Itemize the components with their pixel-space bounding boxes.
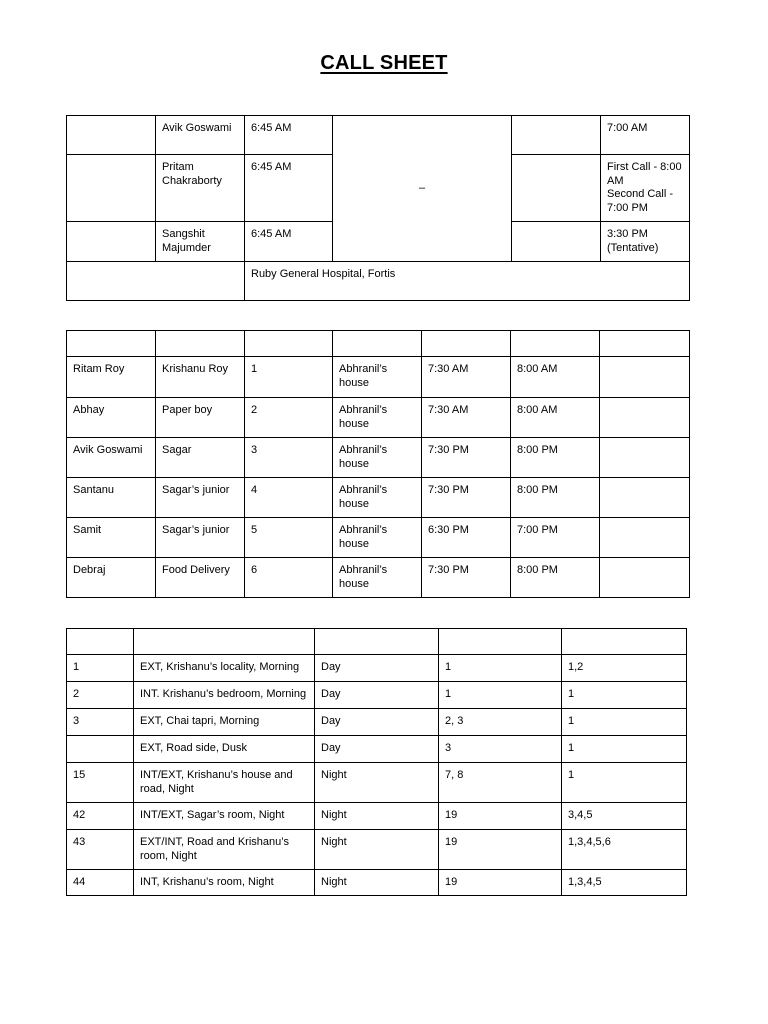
scene-cast: 1 [562,682,687,709]
table-cell [67,155,156,222]
scene-pages: 1 [439,655,562,682]
scene-number [67,736,134,763]
cast-number: 2 [245,398,333,438]
page-title: CALL SHEET [320,52,448,74]
table-row [67,655,687,682]
merged-cell [333,116,512,262]
crew-name: Sangshit Majumder [156,222,245,262]
table-cell [600,398,690,438]
scene-number: 2 [67,682,134,709]
header-cell [134,629,315,655]
crew-call-table [66,115,690,301]
scene-number: 43 [67,830,134,870]
cast-time-1: 7:30 PM [422,478,511,518]
scene-pages: 19 [439,803,562,830]
table-header-row [67,331,690,357]
scene-time: Night [315,763,439,803]
role-name: Sagar [156,438,245,478]
scene-description: EXT, Chai tapri, Morning [134,709,315,736]
scene-pages: 7, 8 [439,763,562,803]
cast-number: 6 [245,558,333,598]
cast-time-2: 8:00 PM [511,558,600,598]
scene-time: Night [315,830,439,870]
header-cell [333,331,422,357]
header-cell [422,331,511,357]
table-row [67,870,687,896]
table-header-row [67,629,687,655]
table-row [67,518,690,558]
table-cell [67,262,245,301]
scene-cast: 3,4,5 [562,803,687,830]
header-cell [245,331,333,357]
cast-location: Abhranil’s house [333,518,422,558]
table-row [67,357,690,398]
cast-location: Abhranil’s house [333,357,422,398]
actor-name: Ritam Roy [67,357,156,398]
cast-time-1: 7:30 AM [422,398,511,438]
table-row [67,736,687,763]
scene-description: EXT, Road side, Dusk [134,736,315,763]
scene-time: Night [315,803,439,830]
call-note: 3:30 PM (Tentative) [601,222,690,262]
table-cell [600,357,690,398]
table-row [67,398,690,438]
actor-name: Abhay [67,398,156,438]
call-note: First Call - 8:00 AM Second Call - 7:00 PM [601,155,690,222]
cast-time-2: 8:00 PM [511,478,600,518]
table-row [67,803,687,830]
table-cell [67,222,156,262]
call-time: 6:45 AM [245,155,333,222]
scene-description: INT/EXT, Sagar’s room, Night [134,803,315,830]
scene-cast: 1 [562,709,687,736]
call-time: 6:45 AM [245,116,333,155]
cast-location: Abhranil’s house [333,398,422,438]
scene-cast: 1 [562,763,687,803]
role-name: Sagar’s junior [156,478,245,518]
scene-pages: 3 [439,736,562,763]
scene-description: INT. Krishanu’s bedroom, Morning [134,682,315,709]
scene-number: 1 [67,655,134,682]
scene-pages: 19 [439,830,562,870]
scene-number: 15 [67,763,134,803]
scene-time: Day [315,709,439,736]
scene-number: 42 [67,803,134,830]
scene-time: Day [315,736,439,763]
header-cell [315,629,439,655]
scene-time: Night [315,870,439,896]
header-cell [67,331,156,357]
cast-time-2: 7:00 PM [511,518,600,558]
actor-name: Samit [67,518,156,558]
scene-description: INT/EXT, Krishanu’s house and road, Night [134,763,315,803]
role-name: Paper boy [156,398,245,438]
table-row [67,262,690,301]
cast-time-2: 8:00 PM [511,438,600,478]
cast-location: Abhranil’s house [333,558,422,598]
cast-number: 4 [245,478,333,518]
location-cell: Ruby General Hospital, Fortis [245,262,690,301]
cast-table [66,330,690,598]
role-name: Food Delivery [156,558,245,598]
scene-pages: 2, 3 [439,709,562,736]
cast-time-1: 7:30 PM [422,558,511,598]
scene-pages: 19 [439,870,562,896]
scene-time: Day [315,655,439,682]
scene-table [66,628,687,896]
cast-number: 5 [245,518,333,558]
header-cell [156,331,245,357]
actor-name: Avik Goswami [67,438,156,478]
cast-time-1: 6:30 PM [422,518,511,558]
table-row [67,682,687,709]
table-row [67,830,687,870]
call-time: 6:45 AM [245,222,333,262]
table-row [67,558,690,598]
scene-cast: 1,3,4,5 [562,870,687,896]
table-cell [512,222,601,262]
header-cell [511,331,600,357]
actor-name: Debraj [67,558,156,598]
scene-description: INT, Krishanu’s room, Night [134,870,315,896]
table-row [67,438,690,478]
scene-number: 3 [67,709,134,736]
header-cell [67,629,134,655]
table-cell [512,116,601,155]
cast-time-1: 7:30 PM [422,438,511,478]
table-cell [600,518,690,558]
scene-description: EXT, Krishanu’s locality, Morning [134,655,315,682]
scene-description: EXT/INT, Road and Krishanu’s room, Night [134,830,315,870]
cast-location: Abhranil’s house [333,478,422,518]
table-row [67,709,687,736]
scene-pages: 1 [439,682,562,709]
role-name: Sagar’s junior [156,518,245,558]
actor-name: Santanu [67,478,156,518]
cast-time-1: 7:30 AM [422,357,511,398]
cast-time-2: 8:00 AM [511,398,600,438]
cast-number: 3 [245,438,333,478]
scene-time: Day [315,682,439,709]
role-name: Krishanu Roy [156,357,245,398]
call-note: 7:00 AM [601,116,690,155]
table-cell [600,558,690,598]
cast-time-2: 8:00 AM [511,357,600,398]
header-cell [562,629,687,655]
crew-name: Pritam Chakraborty [156,155,245,222]
table-cell [600,478,690,518]
scene-number: 44 [67,870,134,896]
table-row [67,763,687,803]
table-cell [67,116,156,155]
cast-number: 1 [245,357,333,398]
header-cell [600,331,690,357]
header-cell [439,629,562,655]
scene-cast: 1,2 [562,655,687,682]
table-row [67,478,690,518]
cast-location: Abhranil’s house [333,438,422,478]
crew-name: Avik Goswami [156,116,245,155]
dash-mark: – [418,181,426,194]
table-row [67,116,690,155]
table-cell [512,155,601,222]
scene-cast: 1,3,4,5,6 [562,830,687,870]
table-cell [600,438,690,478]
scene-cast: 1 [562,736,687,763]
